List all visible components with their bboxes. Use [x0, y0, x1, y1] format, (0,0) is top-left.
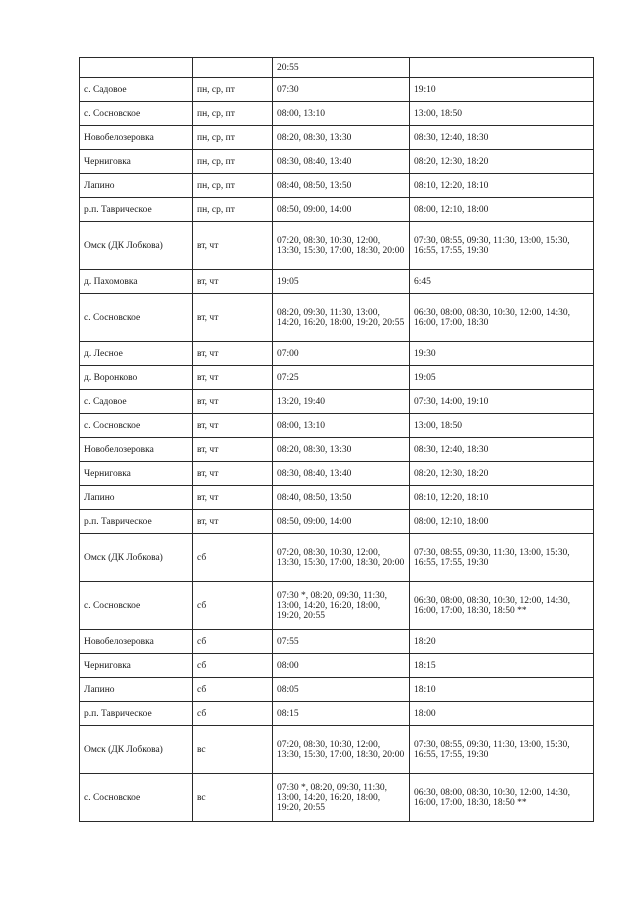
departure-times-cell: 07:25	[273, 366, 410, 390]
settlement-cell: с. Сосновское	[80, 414, 193, 438]
settlement-cell: Черниговка	[80, 150, 193, 174]
table-row	[80, 414, 594, 438]
return-times-cell: 18:10	[410, 678, 594, 702]
table-row	[80, 342, 594, 366]
schedule-table-body	[80, 58, 594, 822]
return-times-cell: 07:30, 08:55, 09:30, 11:30, 13:00, 15:30, 16:55, 17:55, 19:30	[410, 534, 594, 582]
days-cell: вт, чт	[193, 414, 273, 438]
table-row	[80, 630, 594, 654]
settlement-cell: р.п. Таврическое	[80, 702, 193, 726]
days-cell: пн, ср, пт	[193, 150, 273, 174]
table-row	[80, 126, 594, 150]
days-cell: пн, ср, пт	[193, 174, 273, 198]
table-row	[80, 582, 594, 630]
days-cell: вт, чт	[193, 294, 273, 342]
return-times-cell: 07:30, 08:55, 09:30, 11:30, 13:00, 15:30, 16:55, 17:55, 19:30	[410, 222, 594, 270]
table-row	[80, 78, 594, 102]
return-times-cell: 08:30, 12:40, 18:30	[410, 438, 594, 462]
return-times-cell: 07:30, 08:55, 09:30, 11:30, 13:00, 15:30, 16:55, 17:55, 19:30	[410, 726, 594, 774]
days-cell: вт, чт	[193, 486, 273, 510]
table-row	[80, 174, 594, 198]
days-cell: вт, чт	[193, 366, 273, 390]
settlement-cell: Черниговка	[80, 654, 193, 678]
return-times-cell: 19:10	[410, 78, 594, 102]
days-cell: сб	[193, 654, 273, 678]
settlement-cell: р.п. Таврическое	[80, 198, 193, 222]
departure-times-cell: 08:40, 08:50, 13:50	[273, 174, 410, 198]
table-row	[80, 222, 594, 270]
days-cell: сб	[193, 582, 273, 630]
departure-times-cell: 07:55	[273, 630, 410, 654]
settlement-cell: Омск (ДК Лобкова)	[80, 726, 193, 774]
table-row	[80, 366, 594, 390]
days-cell: пн, ср, пт	[193, 126, 273, 150]
settlement-cell: с. Сосновское	[80, 102, 193, 126]
days-cell: вт, чт	[193, 462, 273, 486]
settlement-cell: д. Лесное	[80, 342, 193, 366]
departure-times-cell: 08:05	[273, 678, 410, 702]
departure-times-cell: 08:40, 08:50, 13:50	[273, 486, 410, 510]
return-times-cell: 18:00	[410, 702, 594, 726]
departure-times-cell: 07:30	[273, 78, 410, 102]
return-times-cell: 08:20, 12:30, 18:20	[410, 462, 594, 486]
settlement-cell: Новобелозеровка	[80, 126, 193, 150]
table-row	[80, 678, 594, 702]
days-cell: сб	[193, 534, 273, 582]
days-cell: сб	[193, 678, 273, 702]
departure-times-cell: 08:50, 09:00, 14:00	[273, 198, 410, 222]
departure-times-cell: 08:15	[273, 702, 410, 726]
settlement-cell: Лапино	[80, 678, 193, 702]
settlement-cell: Омск (ДК Лобкова)	[80, 534, 193, 582]
departure-times-cell: 08:30, 08:40, 13:40	[273, 150, 410, 174]
return-times-cell: 06:30, 08:00, 08:30, 10:30, 12:00, 14:30, 16:00, 17:00, 18:30, 18:50 **	[410, 774, 594, 822]
return-times-cell: 08:20, 12:30, 18:20	[410, 150, 594, 174]
table-row	[80, 198, 594, 222]
table-row	[80, 270, 594, 294]
settlement-cell: Омск (ДК Лобкова)	[80, 222, 193, 270]
table-row	[80, 150, 594, 174]
table-row	[80, 438, 594, 462]
return-times-cell: 08:30, 12:40, 18:30	[410, 126, 594, 150]
departure-times-cell: 08:00, 13:10	[273, 102, 410, 126]
table-row	[80, 390, 594, 414]
settlement-cell: д. Пахомовка	[80, 270, 193, 294]
departure-times-cell: 08:20, 09:30, 11:30, 13:00, 14:20, 16:20, 18:00, 19:20, 20:55	[273, 294, 410, 342]
return-times-cell: 18:15	[410, 654, 594, 678]
departure-times-cell: 19:05	[273, 270, 410, 294]
settlement-cell	[80, 58, 193, 78]
return-times-cell: 13:00, 18:50	[410, 102, 594, 126]
return-times-cell: 08:00, 12:10, 18:00	[410, 510, 594, 534]
settlement-cell: с. Сосновское	[80, 774, 193, 822]
return-times-cell: 06:30, 08:00, 08:30, 10:30, 12:00, 14:30, 16:00, 17:00, 18:30	[410, 294, 594, 342]
days-cell: вт, чт	[193, 222, 273, 270]
days-cell: вт, чт	[193, 390, 273, 414]
settlement-cell: с. Сосновское	[80, 582, 193, 630]
table-row	[80, 462, 594, 486]
table-row	[80, 702, 594, 726]
departure-times-cell: 07:30 *, 08:20, 09:30, 11:30, 13:00, 14:20, 16:20, 18:00, 19:20, 20:55	[273, 582, 410, 630]
return-times-cell: 13:00, 18:50	[410, 414, 594, 438]
days-cell: вт, чт	[193, 438, 273, 462]
settlement-cell: с. Садовое	[80, 390, 193, 414]
return-times-cell: 18:20	[410, 630, 594, 654]
return-times-cell: 08:10, 12:20, 18:10	[410, 174, 594, 198]
days-cell: пн, ср, пт	[193, 198, 273, 222]
table-row	[80, 654, 594, 678]
settlement-cell: Лапино	[80, 174, 193, 198]
return-times-cell: 08:10, 12:20, 18:10	[410, 486, 594, 510]
settlement-cell: р.п. Таврическое	[80, 510, 193, 534]
table-row	[80, 102, 594, 126]
departure-times-cell: 20:55	[273, 58, 410, 78]
departure-times-cell: 07:20, 08:30, 10:30, 12:00, 13:30, 15:30, 17:00, 18:30, 20:00	[273, 222, 410, 270]
departure-times-cell: 07:30 *, 08:20, 09:30, 11:30, 13:00, 14:20, 16:20, 18:00, 19:20, 20:55	[273, 774, 410, 822]
departure-times-cell: 07:20, 08:30, 10:30, 12:00, 13:30, 15:30, 17:00, 18:30, 20:00	[273, 534, 410, 582]
departure-times-cell: 07:20, 08:30, 10:30, 12:00, 13:30, 15:30, 17:00, 18:30, 20:00	[273, 726, 410, 774]
settlement-cell: Новобелозеровка	[80, 630, 193, 654]
days-cell: пн, ср, пт	[193, 78, 273, 102]
days-cell: вс	[193, 726, 273, 774]
departure-times-cell: 08:00	[273, 654, 410, 678]
table-row	[80, 774, 594, 822]
table-row	[80, 294, 594, 342]
return-times-cell: 08:00, 12:10, 18:00	[410, 198, 594, 222]
table-row	[80, 534, 594, 582]
settlement-cell: Черниговка	[80, 462, 193, 486]
departure-times-cell: 08:20, 08:30, 13:30	[273, 126, 410, 150]
table-row	[80, 486, 594, 510]
settlement-cell: с. Сосновское	[80, 294, 193, 342]
return-times-cell	[410, 58, 594, 78]
days-cell: вт, чт	[193, 342, 273, 366]
return-times-cell: 19:05	[410, 366, 594, 390]
settlement-cell: д. Воронково	[80, 366, 193, 390]
return-times-cell: 07:30, 14:00, 19:10	[410, 390, 594, 414]
table-row	[80, 726, 594, 774]
table-row	[80, 58, 594, 78]
departure-times-cell: 08:30, 08:40, 13:40	[273, 462, 410, 486]
departure-times-cell: 08:50, 09:00, 14:00	[273, 510, 410, 534]
departure-times-cell: 07:00	[273, 342, 410, 366]
days-cell: пн, ср, пт	[193, 102, 273, 126]
return-times-cell: 19:30	[410, 342, 594, 366]
days-cell: вт, чт	[193, 510, 273, 534]
schedule-table	[79, 57, 594, 822]
settlement-cell: с. Садовое	[80, 78, 193, 102]
return-times-cell: 06:30, 08:00, 08:30, 10:30, 12:00, 14:30, 16:00, 17:00, 18:30, 18:50 **	[410, 582, 594, 630]
table-row	[80, 510, 594, 534]
days-cell: вс	[193, 774, 273, 822]
days-cell: сб	[193, 630, 273, 654]
departure-times-cell: 13:20, 19:40	[273, 390, 410, 414]
days-cell: вт, чт	[193, 270, 273, 294]
settlement-cell: Новобелозеровка	[80, 438, 193, 462]
days-cell	[193, 58, 273, 78]
departure-times-cell: 08:20, 08:30, 13:30	[273, 438, 410, 462]
settlement-cell: Лапино	[80, 486, 193, 510]
days-cell: сб	[193, 702, 273, 726]
departure-times-cell: 08:00, 13:10	[273, 414, 410, 438]
return-times-cell: 6:45	[410, 270, 594, 294]
